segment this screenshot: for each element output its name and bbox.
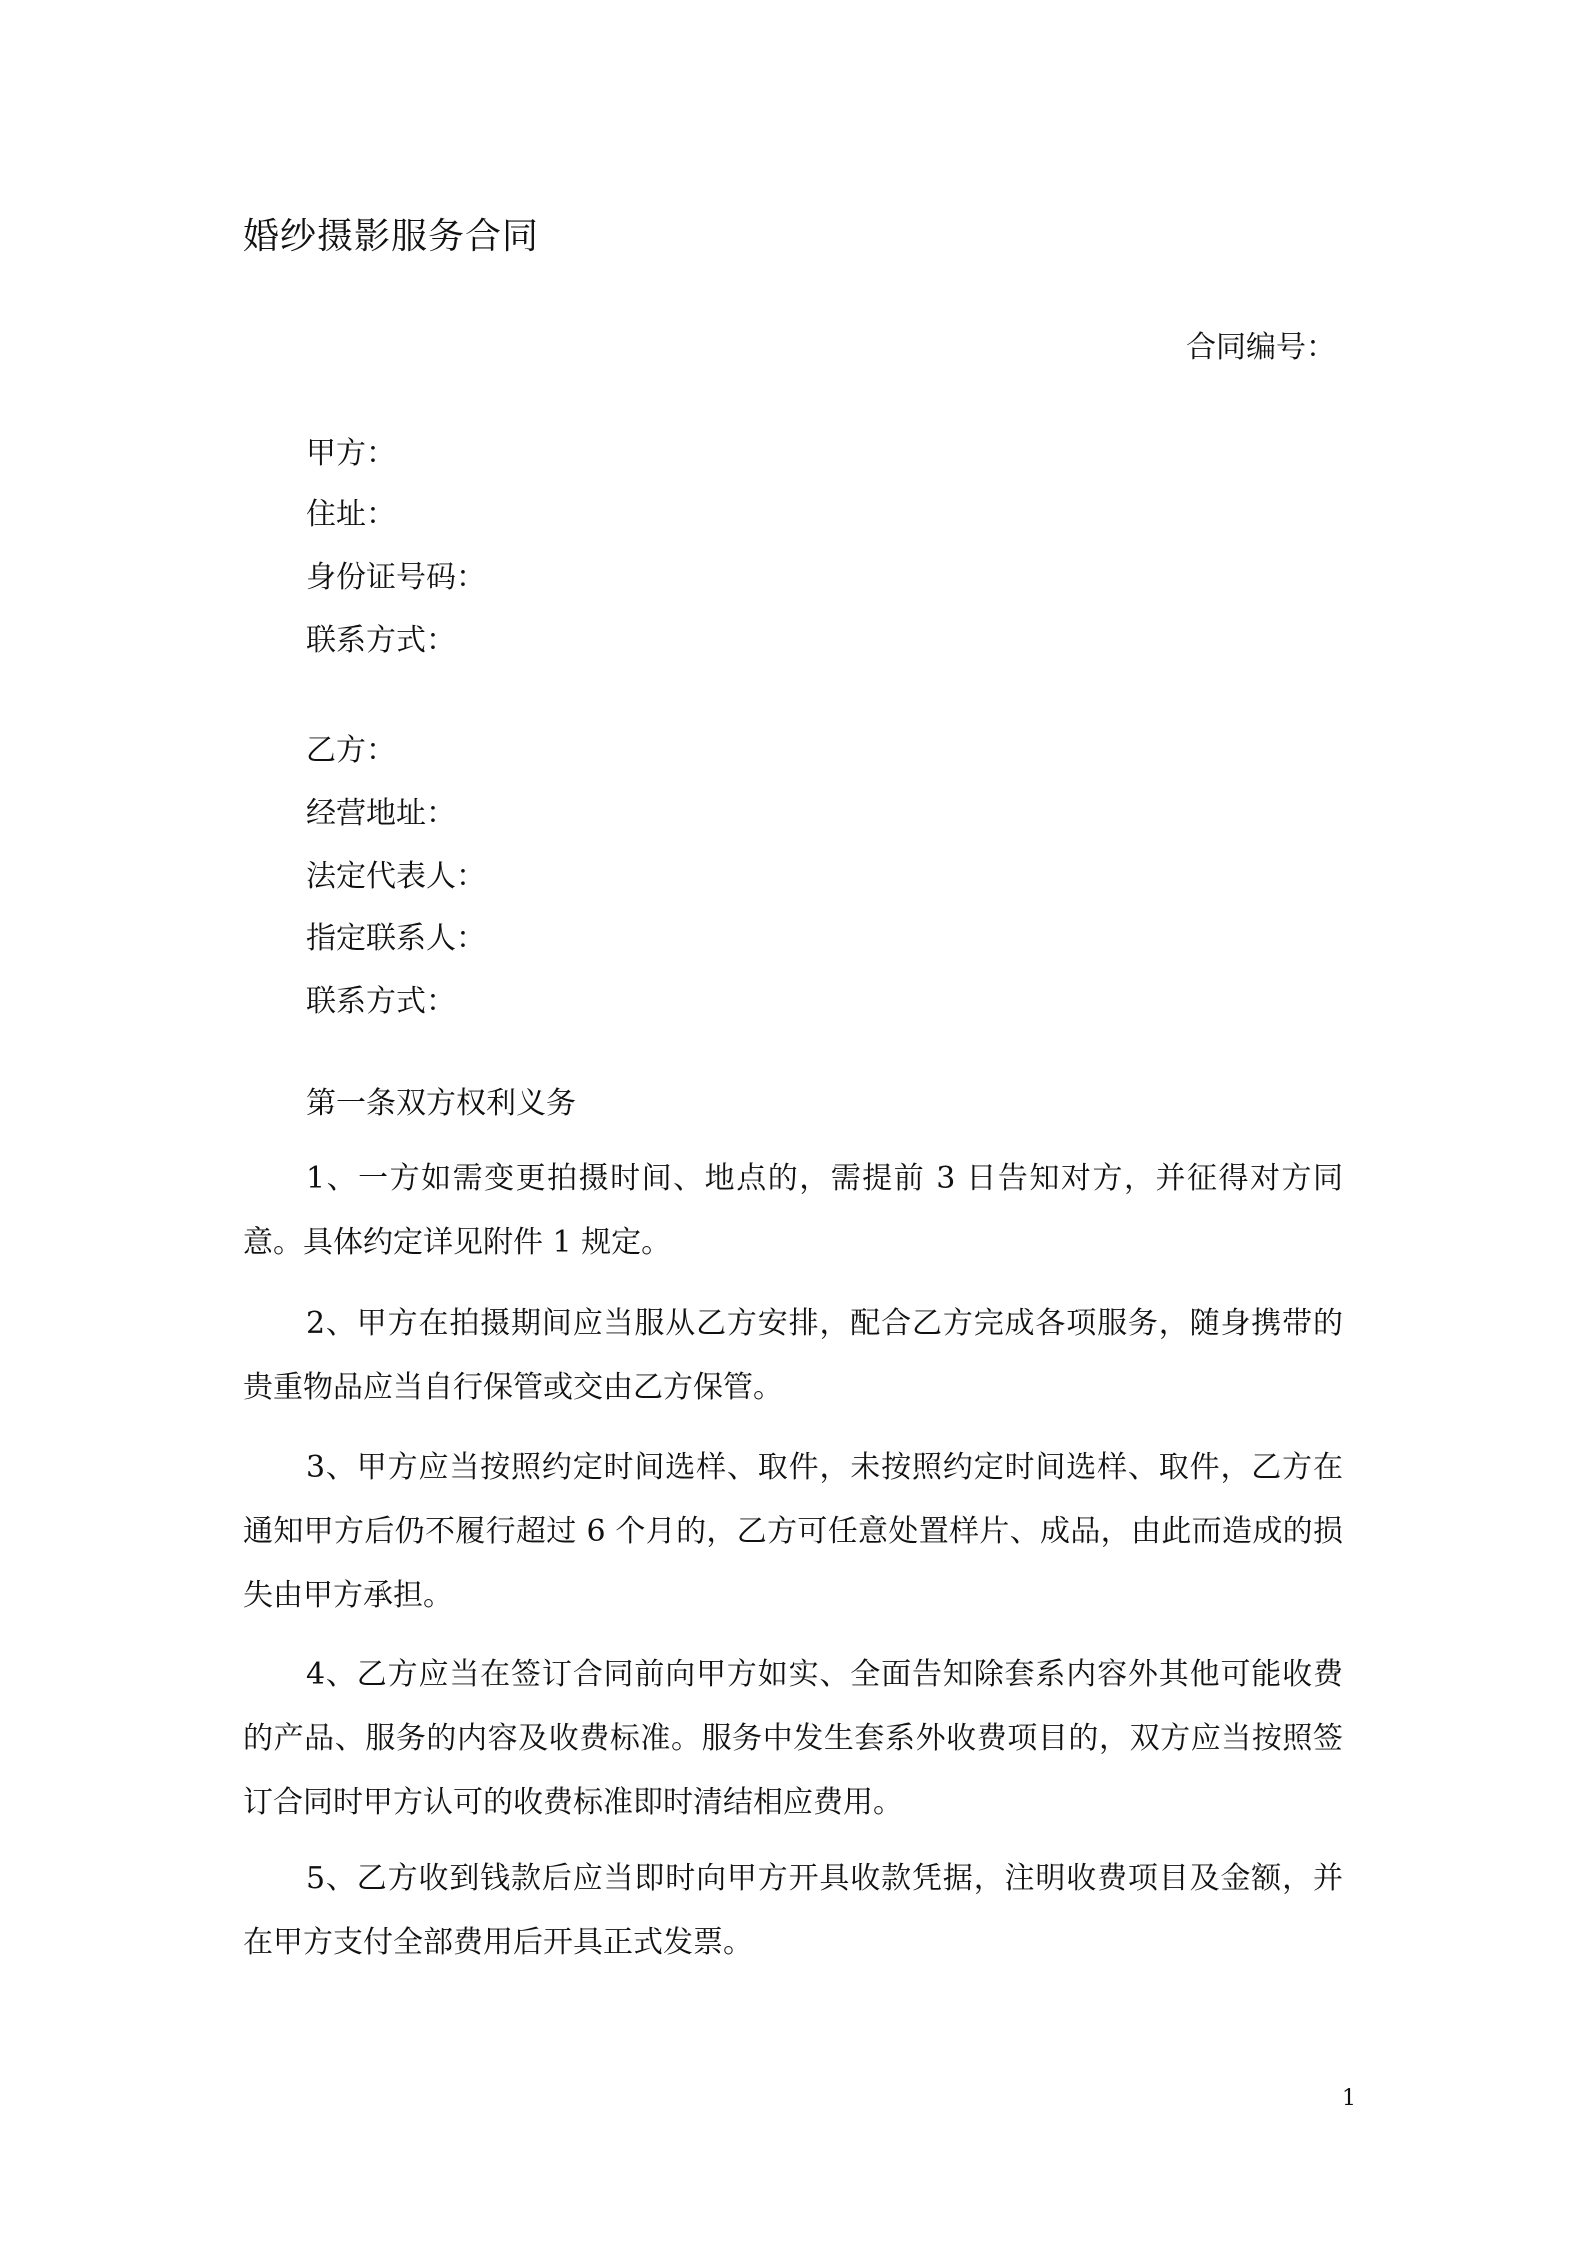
clause-2: 2、甲方在拍摄期间应当服从乙方安排，配合乙方完成各项服务，随身携带的贵重物品应当自行保管或交由乙方保管。 [243, 1306, 1343, 1405]
page-number: 1 [1342, 2086, 1356, 2111]
party-a-id-label: 身份证号码： [306, 560, 486, 595]
party-b-name-label: 乙方： [306, 733, 396, 768]
clause-5: 5、乙方收到钱款后应当即时向甲方开具收款凭据，注明收费项目及金额，并在甲方支付全部费用后开具正式发票。 [243, 1861, 1343, 1960]
party-b-contact-label: 联系方式： [306, 984, 456, 1019]
document-title: 婚纱摄影服务合同 [243, 216, 540, 257]
party-a-contact-label: 联系方式： [306, 623, 456, 658]
party-a-address-label: 住址： [306, 497, 396, 532]
party-b-business-address-label: 经营地址： [306, 796, 456, 831]
party-b-legal-rep-label: 法定代表人： [306, 859, 486, 894]
party-b-designated-contact-label: 指定联系人： [306, 921, 486, 956]
party-a-name-label: 甲方： [306, 436, 396, 471]
clause-3: 3、甲方应当按照约定时间选样、取件，未按照约定时间选样、取件，乙方在通知甲方后仍不履行超过 6 个月的，乙方可任意处置样片、成品，由此而造成的损失由甲方承担。 [243, 1450, 1343, 1613]
clause-1: 1、一方如需变更拍摄时间、地点的，需提前 3 日告知对方，并征得对方同意。具体约定详见附件 1 规定。 [243, 1161, 1343, 1260]
section-heading: 第一条双方权利义务 [306, 1086, 576, 1121]
contract-number-label: 合同编号： [1186, 330, 1336, 365]
clause-4: 4、乙方应当在签订合同前向甲方如实、全面告知除套系内容外其他可能收费的产品、服务的内容及收费标准。服务中发生套系外收费项目的，双方应当按照签订合同时甲方认可的收费标准即时清结相应费用。 [243, 1657, 1343, 1820]
